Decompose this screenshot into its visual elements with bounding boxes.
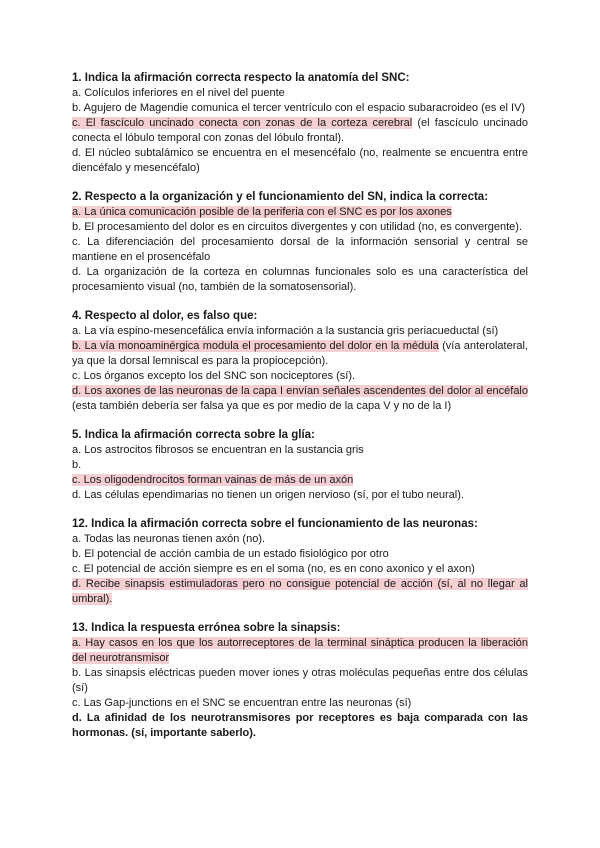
- question-title: 5. Indica la afirmación correcta sobre la glía:: [72, 429, 315, 441]
- option-c: [72, 116, 528, 146]
- question-5: [72, 428, 528, 503]
- highlighted-answer: b. La vía monoaminérgica modula el procesamiento del dolor en la médula: [72, 340, 439, 352]
- question-12: [72, 517, 528, 607]
- option-d: d. Las células ependimarias no tienen un origen nervioso (sí, por el tubo neural).: [72, 489, 464, 501]
- option-b: b. Las sinapsis eléctricas pueden mover iones y otras moléculas pequeñas entre dos células (sí): [72, 667, 528, 694]
- option-c: [72, 473, 528, 488]
- highlighted-answer: a. La única comunicación posible de la periferia con el SNC es por los axones: [72, 206, 452, 218]
- option-c: c. El potencial de acción siempre es en el soma (no, es en cono axonico y el axon): [72, 563, 475, 575]
- highlighted-answer: d. Recibe sinapsis estimuladoras pero no consigue potencial de acción (sí, al no llegar al umbral).: [72, 578, 528, 605]
- question-title: 13. Indica la respuesta errónea sobre la sinapsis:: [72, 622, 341, 634]
- option-d: [72, 577, 528, 607]
- option-b: b. El procesamiento del dolor es en circuitos divergentes y con utilidad (no, es convergente).: [72, 221, 523, 233]
- answer-note: (vía anterolateral, ya que la dorsal lemniscal es para la propiocepción).: [72, 340, 528, 367]
- option-c: c. Las Gap-junctions en el SNC se encuentran entre las neuronas (sí): [72, 697, 412, 709]
- answer-note: (el fascículo uncinado conecta el lóbulo temporal con zonas del lóbulo frontal).: [72, 117, 529, 144]
- option-d: [72, 384, 528, 414]
- question-4: [72, 309, 528, 414]
- option-d: d. La afinidad de los neurotransmisores por receptores es baja comparada con las hormonas. (sí, importante saberlo).: [72, 712, 528, 739]
- option-a: a. Los astrocitos fibrosos se encuentran en la sustancia gris: [72, 444, 364, 456]
- option-c: c. Los órganos excepto los del SNC son nociceptores (sí).: [72, 370, 356, 382]
- option-a: a. La vía espino-mesencefálica envía información a la sustancia gris periacueductal (sí): [72, 325, 499, 337]
- option-b: b. Agujero de Magendie comunica el tercer ventrículo con el espacio subaracroideo (es el IV): [72, 102, 526, 114]
- highlighted-answer: d. Los axones de las neuronas de la capa I envían señales ascendentes del dolor al encéfalo: [72, 385, 528, 397]
- question-13: [72, 621, 528, 741]
- option-b: [72, 339, 528, 369]
- question-title: 12. Indica la afirmación correcta sobre el funcionamiento de las neuronas:: [72, 518, 478, 530]
- option-a: a. Colículos inferiores en el nivel del puente: [72, 87, 285, 99]
- question-title: 4. Respecto al dolor, es falso que:: [72, 310, 258, 322]
- highlighted-answer: a. Hay casos en los que los autorreceptores de la terminal sináptica producen la liberación del neurotransmisor: [72, 637, 528, 664]
- highlighted-answer: c. El fascículo uncinado conecta con zonas de la corteza cerebral: [72, 117, 413, 129]
- option-b: b. El potencial de acción cambia de un estado fisiológico por otro: [72, 548, 389, 560]
- option-d: d. El núcleo subtalámico se encuentra en el mesencéfalo (no, realmente se encuentra entre diencéfalo y mesencéfalo): [72, 147, 528, 174]
- option-c: c. La diferenciación del procesamiento dorsal de la información sensorial y central se mantiene en el prosencéfalo: [72, 236, 528, 263]
- question-title: 1. Indica la afirmación correcta respecto la anatomía del SNC:: [72, 72, 410, 84]
- option-a: [72, 636, 528, 666]
- option-b: b.: [72, 459, 82, 471]
- option-d: d. La organización de la corteza en columnas funcionales solo es una característica del procesamiento visual (no, también de la somatosensorial).: [72, 266, 528, 293]
- question-2: [72, 190, 528, 295]
- highlighted-answer: c. Los oligodendrocitos forman vainas de más de un axón: [72, 474, 354, 486]
- question-title: 2. Respecto a la organización y el funcionamiento del SN, indica la correcta:: [72, 191, 489, 203]
- option-a: a. Todas las neuronas tienen axón (no).: [72, 533, 266, 545]
- option-a: [72, 205, 528, 220]
- answer-note: (esta también debería ser falsa ya que es por medio de la capa V y no de la I): [72, 400, 452, 412]
- question-1: [72, 71, 528, 176]
